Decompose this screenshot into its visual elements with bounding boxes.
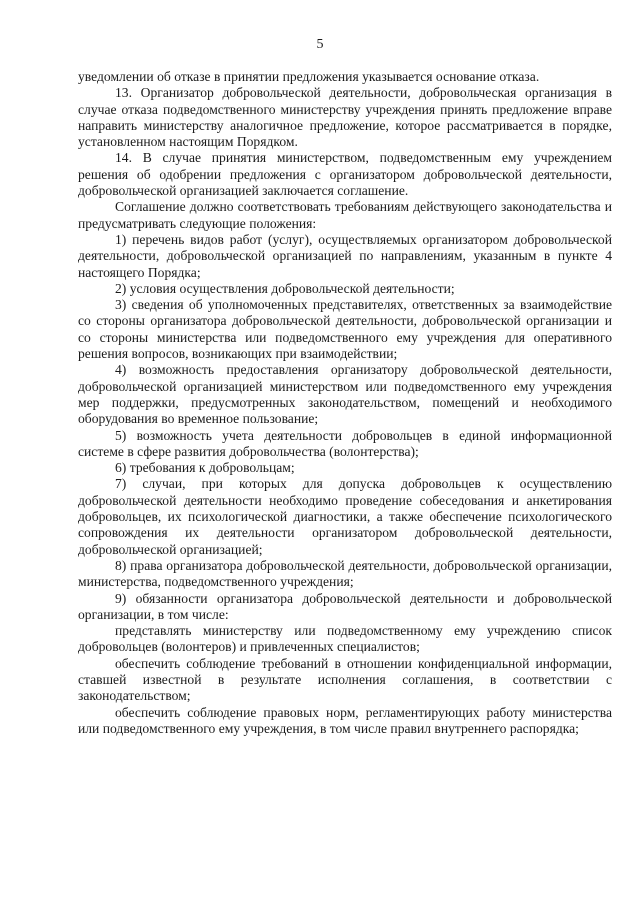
list-item-2: 2) условия осуществления добровольческой деятельности; [115,280,455,296]
list-item-1: 1) перечень видов работ (услуг), осуществляемых организатором добровольческой деятельности, добровольческой организацией по направлениям, указанным в пункте 4 настоящего Порядка; [78,231,612,280]
sub-item-volunteer-list: представлять министерству или подведомственному ему учреждению список добровольцев (волонтеров) и привлеченных специалистов; [78,623,612,655]
paragraph-14: 14. В случае принятия министерством, подведомственным ему учреждением решения об одобрении предложения с организатором добровольческой деятельности, добровольческой организацией заключается соглашение. [78,150,612,199]
list-item-9: 9) обязанности организатора добровольческой деятельности и добровольческой организации, в том числе: [78,590,612,622]
list-item-7: 7) случаи, при которых для допуска добровольцев к осуществлению добровольческой деятельности необходимо проведение собеседования и анкетирования добровольцев, их психологической диагностики, а также обеспечение психологического сопровождения их деятельности организатором добровольческой деятельности, добровольческой организацией; [78,476,612,557]
page-number: 5 [316,37,324,52]
list-item-6: 6) требования к добровольцам; [115,460,295,476]
list-item-8: 8) права организатора добровольческой деятельности, добровольческой организации, министерства, подведомственного учреждения; [78,557,612,590]
paragraph-refusal-reason: уведомлении об отказе в принятии предложения указывается основание отказа. [78,69,540,84]
sub-item-confidentiality: обеспечить соблюдение требований в отношении конфиденциальной информации, ставшей известной в результате исполнения соглашения, в соответствии с законодательством; [78,655,612,704]
sub-item-legal-norms: обеспечить соблюдение правовых норм, регламентирующих работу министерства или подведомственного ему учреждения, в том числе правил внутреннего распорядка; [78,704,612,736]
paragraph-13: 13. Организатор добровольческой деятельности, добровольческая организация в случае отказа подведомственного министерству учреждения принять предложение вправе направить министерству аналогичное предложение, которое рассматривается в порядке, установленном настоящим Порядком. [78,85,612,150]
list-item-3: 3) сведения об уполномоченных представителях, ответственных за взаимодействие со стороны организатора добровольческой деятельности, добровольческой организации и со стороны министерства или подведомственного ему учреждения для оперативного решения вопросов, возникающих при взаимодействии; [78,297,612,362]
list-item-5: 5) возможность учета деятельности добровольцев в единой информационной системе в сфере развития добровольчества (волонтерства); [78,427,612,459]
list-item-4: 4) возможность предоставления организатору добровольческой деятельности, добровольческой организацией министерством или подведомственного ему учреждения мер поддержки, предусмотренных законодательством, помещений и необходимого оборудования во временное пользование; [78,362,612,427]
document-body [78,69,612,737]
paragraph-agreement-requirements: Соглашение должно соответствовать требованиям действующего законодательства и предусматривать следующие положения: [78,199,612,231]
